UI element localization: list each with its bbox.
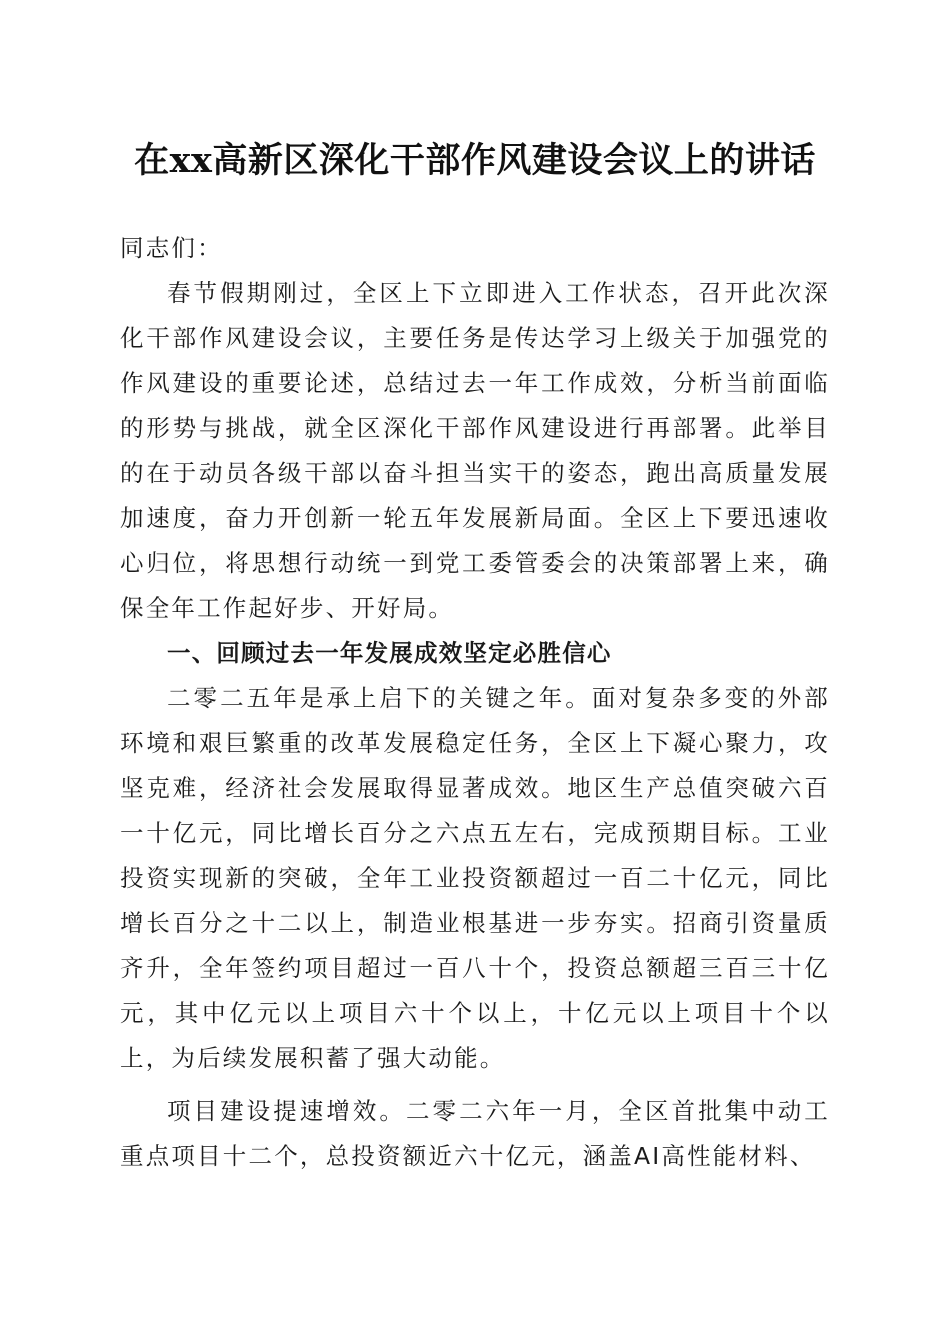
section-heading: 一、回顾过去一年发展成效坚定必胜信心 (167, 639, 612, 667)
section-paragraph: 项目建设提速增效。二零二六年一月，全区首批集中动工重点项目十二个，总投资额近六十亿元，涵盖AI高性能材料、 (120, 1097, 830, 1170)
intro-paragraph: 春节假期刚过，全区上下立即进入工作状态，召开此次深化干部作风建设会议，主要任务是传达学习上级关于加强党的作风建设的重要论述，总结过去一年工作成效，分析当前面临的形势与挑战，就全区深化干部作风建设进行再部署。此举目的在于动员各级干部以奋斗担当实干的姿态，跑出高质量发展加速度，奋力开创新一轮五年发展新局面。全区上下要迅速收心归位，将思想行动统一到党工委管委会的决策部署上来，确保全年工作起好步、开好局。 (120, 279, 830, 622)
document-title: 在xx高新区深化干部作风建设会议上的讲话 (134, 140, 816, 181)
salutation: 同志们： (120, 234, 223, 262)
section-paragraph: 二零二五年是承上启下的关键之年。面对复杂多变的外部环境和艰巨繁重的改革发展稳定任务，全区上下凝心聚力，攻坚克难，经济社会发展取得显著成效。地区生产总值突破六百一十亿元，同比增长百分之六点五左右，完成预期目标。工业投资实现新的突破，全年工业投资额超过一百二十亿元，同比增长百分之十二以上，制造业根基进一步夯实。招商引资量质齐升，全年签约项目超过一百八十个，投资总额超三百三十亿元，其中亿元以上项目六十个以上，十亿元以上项目十个以上，为后续发展积蓄了强大动能。 (120, 684, 830, 1072)
document-body (120, 226, 830, 1179)
